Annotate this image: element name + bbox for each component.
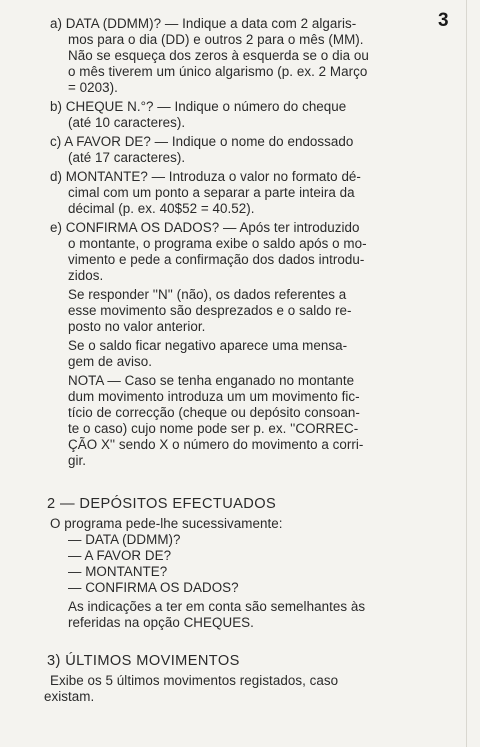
text-line: — CONFIRMA OS DADOS?: [68, 580, 239, 595]
text-line: As indicações a ter em conta são semelhantes às: [68, 599, 366, 614]
text-line: gir.: [68, 453, 87, 468]
text-line: Exibe os 5 últimos movimentos registados, caso: [50, 673, 339, 688]
text-line: (até 10 caracteres).: [68, 115, 186, 130]
text-line: — DATA (DDMM)?: [68, 532, 181, 547]
text-line: o mês tiverem um único algarismo (p. ex. 2 Março: [68, 64, 368, 79]
text-line: O programa pede-lhe sucessivamente:: [50, 516, 283, 531]
text-line: = 0203).: [68, 80, 118, 95]
text-line: vimento e pede a confirmação dos dados introdu-: [68, 252, 365, 267]
text-line: existam.: [44, 689, 95, 704]
text-line: ÇÃO X'' sendo X o número do movimento a corri-: [68, 437, 364, 452]
text-line: (até 17 caracteres).: [68, 150, 186, 165]
text-line: cimal com um ponto a separar a parte inteira da: [68, 185, 355, 200]
text-line: Se o saldo ficar negativo aparece uma mensa-: [68, 338, 348, 353]
text-line: o montante, o programa exibe o saldo após o mo-: [68, 236, 367, 251]
text-line: e) CONFIRMA OS DADOS? — Após ter introduzido: [50, 220, 360, 235]
text-line: gem de aviso.: [68, 354, 153, 369]
text-line: zidos.: [68, 268, 104, 283]
text-line: décimal (p. ex. 40$52 = 40.52).: [68, 201, 255, 216]
text-line: c) A FAVOR DE? — Indique o nome do endossado: [50, 134, 354, 149]
text-line: esse movimento são desprezados e o saldo re-: [68, 303, 352, 318]
text-line: Se responder ''N'' (não), os dados referentes a: [68, 287, 347, 302]
text-line: — MONTANTE?: [68, 564, 168, 579]
section-heading: 3) ÚLTIMOS MOVIMENTOS: [47, 653, 240, 669]
section-heading: 2 — DEPÓSITOS EFECTUADOS: [47, 496, 277, 512]
text-line: Não se esqueça dos zeros à esquerda se o dia ou: [68, 48, 369, 63]
text-line: d) MONTANTE? — Introduza o valor no formato dé-: [50, 169, 361, 184]
text-line: a) DATA (DDMM)? — Indique a data com 2 algaris-: [50, 16, 357, 31]
text-line: posto no valor anterior.: [68, 319, 206, 334]
text-line: tício de correcção (cheque ou depósito consoan-: [68, 405, 360, 420]
text-line: dum movimento introduza um um movimento fic-: [68, 389, 360, 404]
page-edge-line: [466, 0, 467, 747]
text-line: referidas na opção CHEQUES.: [68, 615, 254, 630]
page-number: 3: [438, 10, 449, 31]
text-line: te o caso) cujo nome pode ser p. ex. ''CORREC-: [68, 421, 359, 436]
text-line: b) CHEQUE N.°? — Indique o número do cheque: [50, 99, 347, 114]
text-line: — A FAVOR DE?: [68, 548, 172, 563]
text-line: mos para o dia (DD) e outros 2 para o mês (MM).: [68, 32, 364, 47]
text-line: NOTA — Caso se tenha enganado no montante: [68, 373, 355, 388]
